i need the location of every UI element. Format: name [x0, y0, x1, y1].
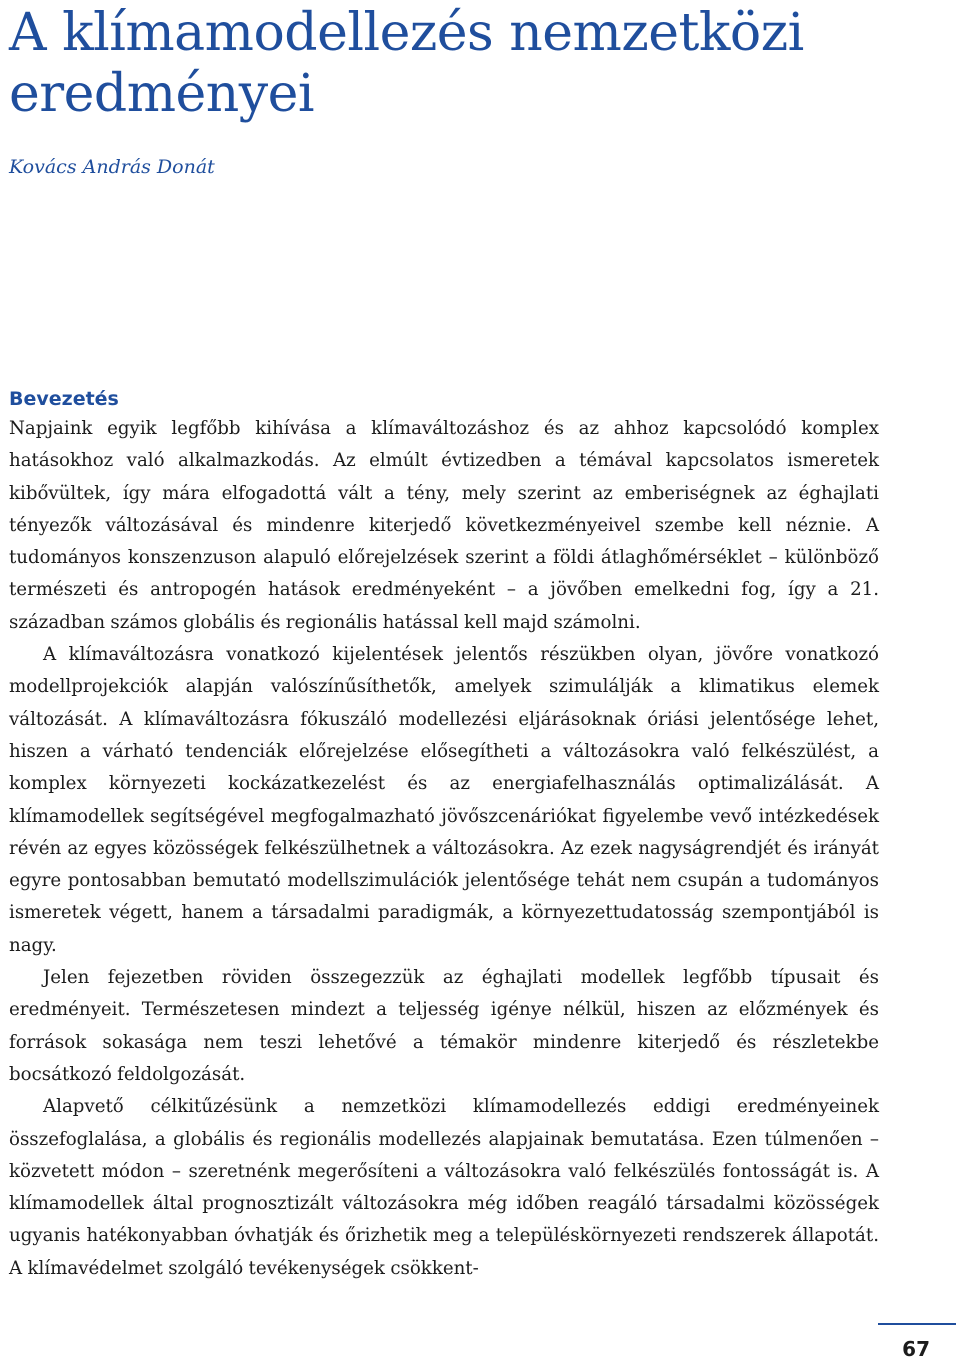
paragraph-3: Jelen fejezetben röviden összegezzük az éghajlati modellek legfőbb típusait és eredményeit. Természetesen mindezt a teljesség igénye nélkül, hiszen az előzmények és források sokasága nem teszi lehetővé a témakör mindenre kiterjedő és részletekbe bocsátkozó feldolgozását.: [9, 967, 879, 1085]
page-title: A klímamodellezés nemzetközi eredményei: [9, 3, 804, 124]
document-page: [9, 0, 879, 1279]
paragraph-2: A klímaváltozásra vonatkozó kijelentések jelentős részükben olyan, jövőre vonatkozó modellprojekciók alapján valószínűsíthetők, amelyek szimulálják a klimatikus elemek változását. A klímaváltozásra fókuszáló modellezési eljárásoknak óriási jelentősége lehet, hiszen a várható tendenciák előrejelzése elősegítheti a változásokra való felkészülést, a komplex környezeti kockázatkezelést és az energiafelhasználás optimalizálását. A klímamodellek segítségével megfogalmazható jövőszcenáriókat figyelembe vevő intézkedések révén az egyes közösségek felkészülhetnek a változásokra. Az ezek nagyságrendjét és irányát egyre pontosabban bemutató modellszimulációk jelentősége tehát nem csupán a tudományos ismeretek végett, hanem a társadalmi paradigmák, a környezettudatosság szempontjából is nagy.: [9, 644, 879, 956]
author-name: Kovács András Donát: [9, 156, 215, 178]
paragraph-4: Alapvető célkitűzésünk a nemzetközi klímamodellezés eddigi eredményeinek összefoglalása, a globális és regionális modellezés alapjainak bemutatása. Ezen túlmenően – közvetett módon – szeretnénk megerősíteni a változásokra való felkészülés fontosságát is. A klímamodellek által prognosztizált változásokra még időben reagáló társadalmi közösségek ugyanis hatékonyabban óvhatják és őrizhetik meg a településkörnyezeti rendszerek állapotát. A klímavédelmet szolgáló tevékenységek csökkent-: [9, 1096, 879, 1279]
paragraph-1: Napjaink egyik legfőbb kihívása a klímaváltozáshoz és az ahhoz kapcsolódó komplex hatásokhoz való alkalmazkodás. Az elmúlt évtizedben a témával kapcsolatos ismeretek kibővültek, így mára elfogadottá vált a tény, mely szerint az emberiségnek az éghajlati tényezők változásával és mindenre kiterjedő következményeivel szembe kell néznie. A tudományos konszenzuson alapuló előrejelzések szerint a földi átlaghőmérséklet – különböző természeti és antropogén hatások eredményeként – a jövőben emelkedni fog, így a 21. században számos globális és regionális hatással kell majd számolni.: [9, 418, 879, 633]
footer-divider: [878, 1323, 956, 1325]
section-heading: Bevezetés: [9, 388, 119, 410]
body-content: [9, 385, 879, 1285]
page-number: 67: [902, 1337, 930, 1361]
